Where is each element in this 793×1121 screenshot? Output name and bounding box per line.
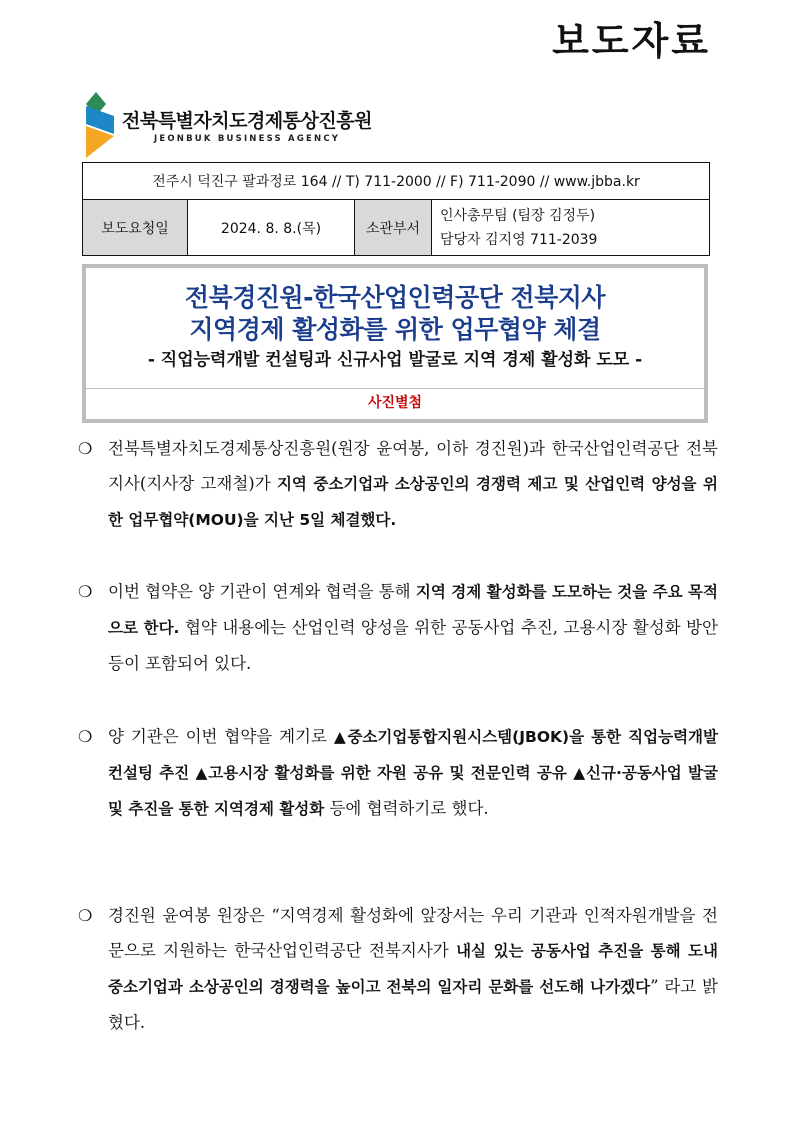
headline-subtitle: - 직업능력개발 컨설팅과 신규사업 발굴로 지역 경제 활성화 도모 - bbox=[147, 350, 643, 370]
department-label: 소관부서 bbox=[355, 200, 432, 256]
headline-title-line-2: 지역경제 활성화를 위한 업무협약 체결 bbox=[189, 315, 601, 344]
request-date-label: 보도요청일 bbox=[83, 200, 188, 256]
paragraph-emphasis: ▲중소기업통합지원시스템(JBOK)을 통한 직업능력개발 컨설팅 추진 ▲고용시장 활성화를 위한 자원 공유 및 전문인력 공유 ▲신규·공동사업 발굴 및 추진을 통한 지역경제 활성화 bbox=[108, 728, 718, 818]
paragraph-1 bbox=[78, 431, 718, 538]
org-logo bbox=[84, 90, 384, 162]
headline-title bbox=[86, 282, 704, 346]
paragraph-4 bbox=[78, 898, 718, 1040]
department-team: 인사총무팀 (팀장 김정두) bbox=[440, 207, 596, 224]
logo-mark-icon bbox=[84, 90, 120, 160]
bullet-icon: ❍ bbox=[78, 727, 93, 746]
bullet-icon: ❍ bbox=[78, 439, 93, 458]
doc-type-label: 보도자료 bbox=[552, 19, 711, 63]
logo-org-name-eng: JEONBUK BUSINESS AGENCY bbox=[154, 134, 341, 144]
department-person: 담당자 김지영 711-2039 bbox=[440, 231, 598, 248]
paragraph-emphasis: 내실 있는 공동사업 추진을 통해 도내 중소기업과 소상공인의 경쟁력을 높이고 전북의 일자리 문화를 선도해 나가겠다 bbox=[108, 942, 719, 996]
department-contact bbox=[432, 200, 710, 256]
paragraph-3 bbox=[78, 719, 718, 827]
bullet-icon: ❍ bbox=[78, 582, 93, 601]
paragraph-text: 등에 협력하기로 했다. bbox=[324, 799, 489, 818]
paragraph-emphasis: 지역 중소기업과 소상공인의 경쟁력 제고 및 산업인력 양성을 위한 업무협약(MOU)을 지난 5일 체결했다. bbox=[108, 475, 718, 529]
paragraph-text: 협약 내용에는 산업인력 양성을 위한 공동사업 추진, 고용시장 활성화 방안 등이 포함되어 있다. bbox=[108, 618, 718, 673]
logo-org-name-kor: 전북특별자치도경제통상진흥원 bbox=[122, 110, 372, 132]
paragraph-text: 경진원 윤여봉 원장은 “지역경제 활성화에 앞장서는 우리 기관과 인적자원개발을 전문으로 지원하는 한국산업인력공단 전북지사가 bbox=[108, 906, 718, 960]
paragraph-2 bbox=[78, 574, 718, 681]
request-date-value: 2024. 8. 8.(목) bbox=[188, 200, 355, 256]
attachment-note: 사진별첨 bbox=[86, 388, 704, 419]
paragraph-text: 전북특별자치도경제통상진흥원(원장 윤여봉, 이하 경진원)과 한국산업인력공단 전북지사(지사장 고재철)가 bbox=[108, 439, 718, 493]
headline-box bbox=[82, 264, 708, 423]
bullet-icon: ❍ bbox=[78, 906, 93, 925]
paragraph-text: 양 기관은 이번 협약을 계기로 bbox=[108, 727, 334, 746]
paragraph-emphasis: 지역 경제 활성화를 도모하는 것을 주요 목적으로 한다. bbox=[108, 583, 718, 637]
press-info-table bbox=[82, 162, 710, 256]
address-contact-line: 전주시 덕진구 팔과정로 164 // T) 711-2000 // F) 711-2090 // www.jbba.kr bbox=[83, 163, 710, 200]
headline-title-line-1: 전북경진원-한국산업인력공단 전북지사 bbox=[184, 283, 606, 312]
paragraph-text: 이번 협약은 양 기관이 연계와 협력을 통해 bbox=[108, 582, 416, 601]
paragraph-text: ” 라고 밝혔다. bbox=[108, 977, 718, 1032]
